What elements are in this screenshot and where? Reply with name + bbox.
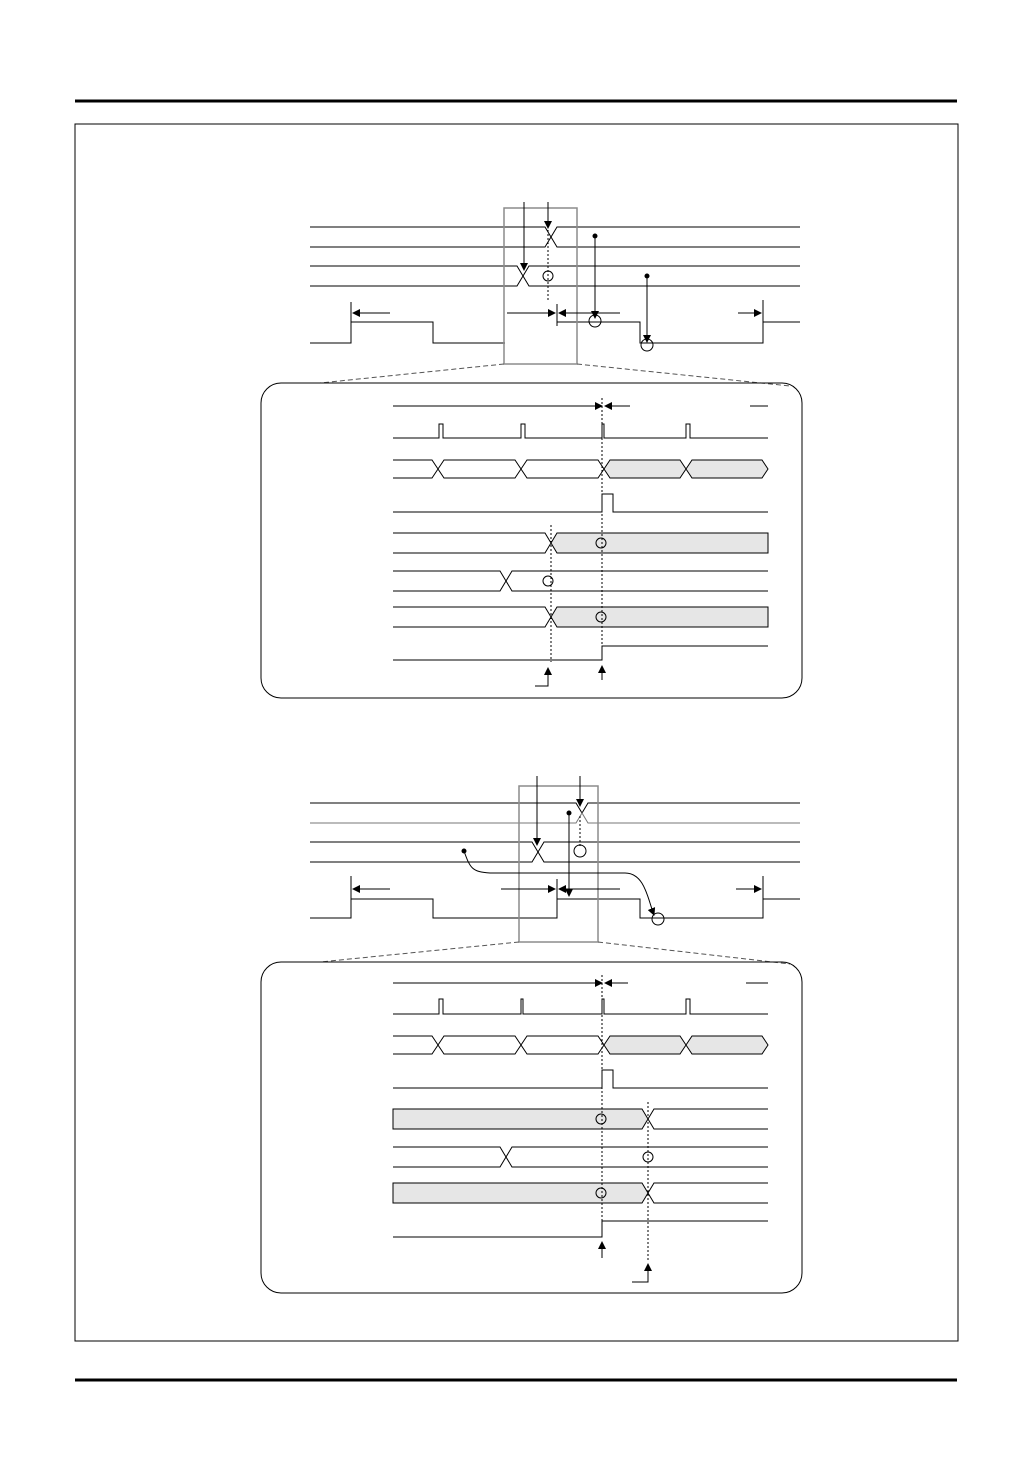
timing-diagram-2 xyxy=(261,776,802,1293)
timing-diagram-1 xyxy=(261,202,802,698)
shaded-bus-1b xyxy=(686,460,768,478)
overview-signals-2 xyxy=(310,803,800,918)
figure-frame xyxy=(75,124,958,1341)
overview-signals-1 xyxy=(310,227,800,343)
shaded-bus-1a xyxy=(604,460,686,478)
zoom-box-2 xyxy=(519,786,598,942)
shaded-bus-2a xyxy=(604,1036,686,1054)
shaded-bus-2b xyxy=(686,1036,768,1054)
